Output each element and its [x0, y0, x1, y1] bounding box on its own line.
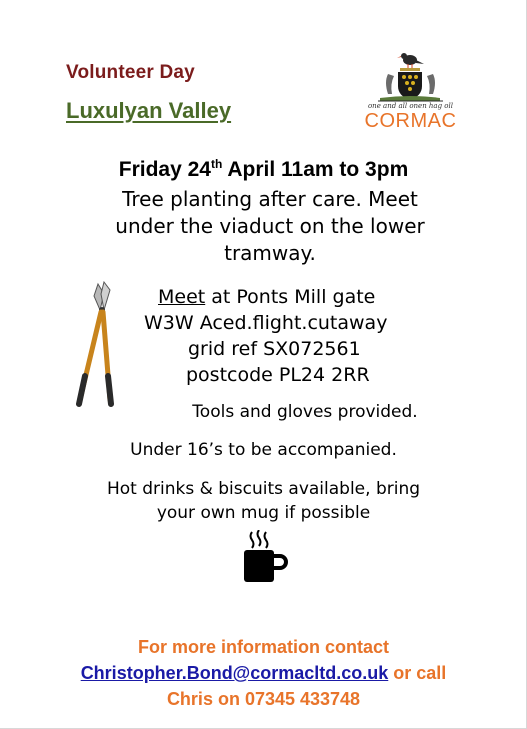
contact-block: [0, 634, 527, 712]
crest-motto: one and all onen hag oll: [367, 102, 454, 110]
event-day: Friday 24: [118, 158, 211, 181]
description-line: Tree planting after care. Meet: [122, 187, 418, 211]
postcode-line: postcode PL24 2RR: [186, 364, 370, 386]
meet-word: Meet: [158, 286, 206, 308]
cormac-logo: [358, 48, 463, 140]
coffee-mug-icon: [240, 530, 290, 584]
description-line: under the viaduct on the lower: [115, 214, 425, 238]
tools-note: Tools and gloves provided.: [192, 402, 418, 422]
contact-email-link[interactable]: Christopher.Bond@cormacltd.co.uk: [80, 663, 389, 683]
contact-or-call: or call: [388, 663, 447, 683]
contact-intro: For more information contact: [137, 637, 389, 657]
event-title: Volunteer Day: [66, 62, 195, 83]
meet-place: at Ponts Mill gate: [205, 286, 376, 308]
event-description: [70, 186, 470, 267]
meet-line: [138, 284, 458, 310]
cormac-wordmark: CORMAC: [364, 110, 457, 132]
cornwall-crest-icon: [358, 48, 463, 104]
w3w-line: W3W Aced.flight.cutaway: [144, 312, 388, 334]
drinks-note: [0, 477, 527, 525]
meeting-details: [138, 284, 458, 388]
event-day-ordinal: th: [210, 157, 223, 171]
drinks-line: Hot drinks & biscuits available, bring: [106, 479, 421, 499]
contact-phone: Chris on 07345 433748: [166, 689, 361, 709]
event-time: April 11am to 3pm: [222, 158, 409, 181]
grid-ref-line: grid ref SX072561: [188, 338, 361, 360]
under16-note: Under 16’s to be accompanied.: [130, 440, 397, 460]
event-location: Luxulyan Valley: [66, 98, 232, 123]
loppers-icon: [70, 280, 140, 410]
description-line: tramway.: [224, 241, 316, 265]
event-date-time: [0, 157, 527, 182]
drinks-line: your own mug if possible: [156, 503, 371, 523]
contact-email-line: [0, 660, 527, 686]
